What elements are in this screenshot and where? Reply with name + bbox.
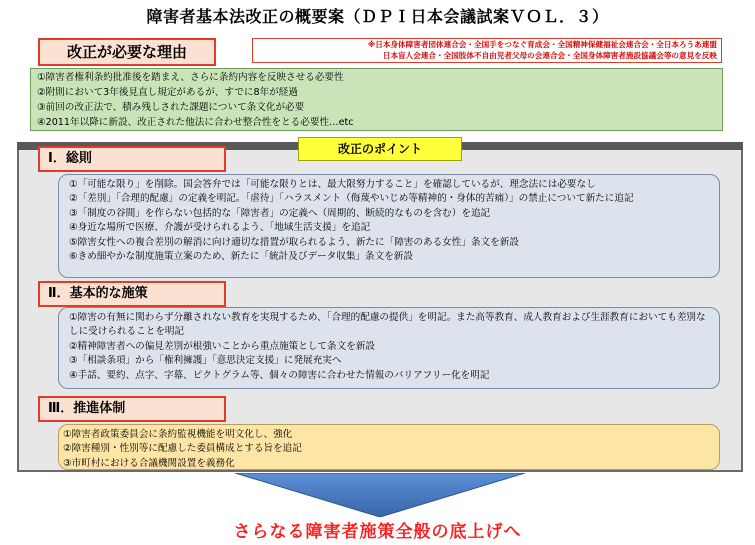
list-item: ③「制度の谷間」を作らない包括的な「障害者」の定義へ（周期的、断続的なものを含む）を追記 [69,207,491,219]
list-item: ③「相談条項」から「権利擁護」「意思決定支援」に発展充実へ [69,355,342,367]
section-box-promotion [58,424,720,470]
list-item: ④2011年以降に新設、改正された他法に合わせ整合性をとる必要性…etc [37,117,354,128]
list-item: ①障害者権利条約批准後を踏まえ、さらに条約内容を反映させる必要性 [37,72,344,83]
list-item: ③前回の改正法で、積み残しされた課題について条文化が必要 [37,102,305,113]
points-label: 改正のポイント [298,137,462,161]
list-item: ④身近な場所で医療、介護が受けられるよう、「地域生活支援」を追記 [69,222,371,234]
note-line: ※日本身体障害者団体連合会・全国手をつなぐ育成会・全国精神保健福祉会連合会・全日本ろうあ連盟 [367,40,717,49]
list-item: ①「可能な限り」を削除。国会答弁では「可能な限りとは、最大限努力すること」を確認しているが、理念法には必要なし [69,179,596,190]
section-heading-basic-measures: Ⅱ．基本的な施策 [38,281,226,307]
endorsement-note [252,38,722,63]
list-item: ②附則において3年後見直し規定があるが、すでに8年が経過 [37,87,298,98]
page-title: 障害者基本法改正の概要案（ＤＰＩ日本会議試案ＶＯＬ．３） [146,7,609,26]
section-heading-general: Ⅰ．総則 [38,146,226,172]
section-box-general [58,174,720,278]
section-heading-promotion: Ⅲ．推進体制 [38,396,226,422]
note-line: 日本盲人会連合・全国肢体不自由児者父母の会連合会・全国身体障害者施設協議会等の意見を反映 [382,50,717,60]
list-item: ①障害者政策委員会に条約監視機能を明文化し、強化 [63,429,293,440]
conclusion-text: さらなる障害者施策全般の底上げへ [233,522,522,542]
list-item: ②「差別」「合理的配慮」の定義を明記。「虐待」「ハラスメント（侮蔑やいじめ等精神的・身体的苦痛）」の禁止について新たに追記 [69,193,634,205]
list-item: ③市町村における合議機関設置を義務化 [63,457,235,469]
list-item: ②精神障害者への偏見差別が根強いことから重点施策として条文を新設 [69,340,376,352]
list-item: ⑤障害女性への複合差別の解消に向け適切な措置が取られるよう、新たに「障害のある女性」条文を新設 [69,236,519,248]
list-item: ①障害の有無に関わらず分離されない教育を実現するため、「合理的配慮の提供」を明記。また高等教育、成人教育および生涯教育においても差別なしに受けられることを明記 [69,312,706,338]
section-box-basic-measures [58,307,720,389]
down-arrow-icon [235,473,525,517]
reasons-list [30,68,723,131]
list-item: ④手話、要約、点字、字幕、ピクトグラム等、個々の障害に合わせた情報のバリアフリー化を明記 [69,369,490,381]
list-item: ⑥きめ細やかな制度施策立案のため、新たに「統計及びデータ収集」条文を新設 [69,251,413,263]
reasons-heading: 改正が必要な理由 [38,38,216,66]
list-item: ②障害種別・性別等に配慮した委員構成とする旨を追記 [63,443,302,455]
